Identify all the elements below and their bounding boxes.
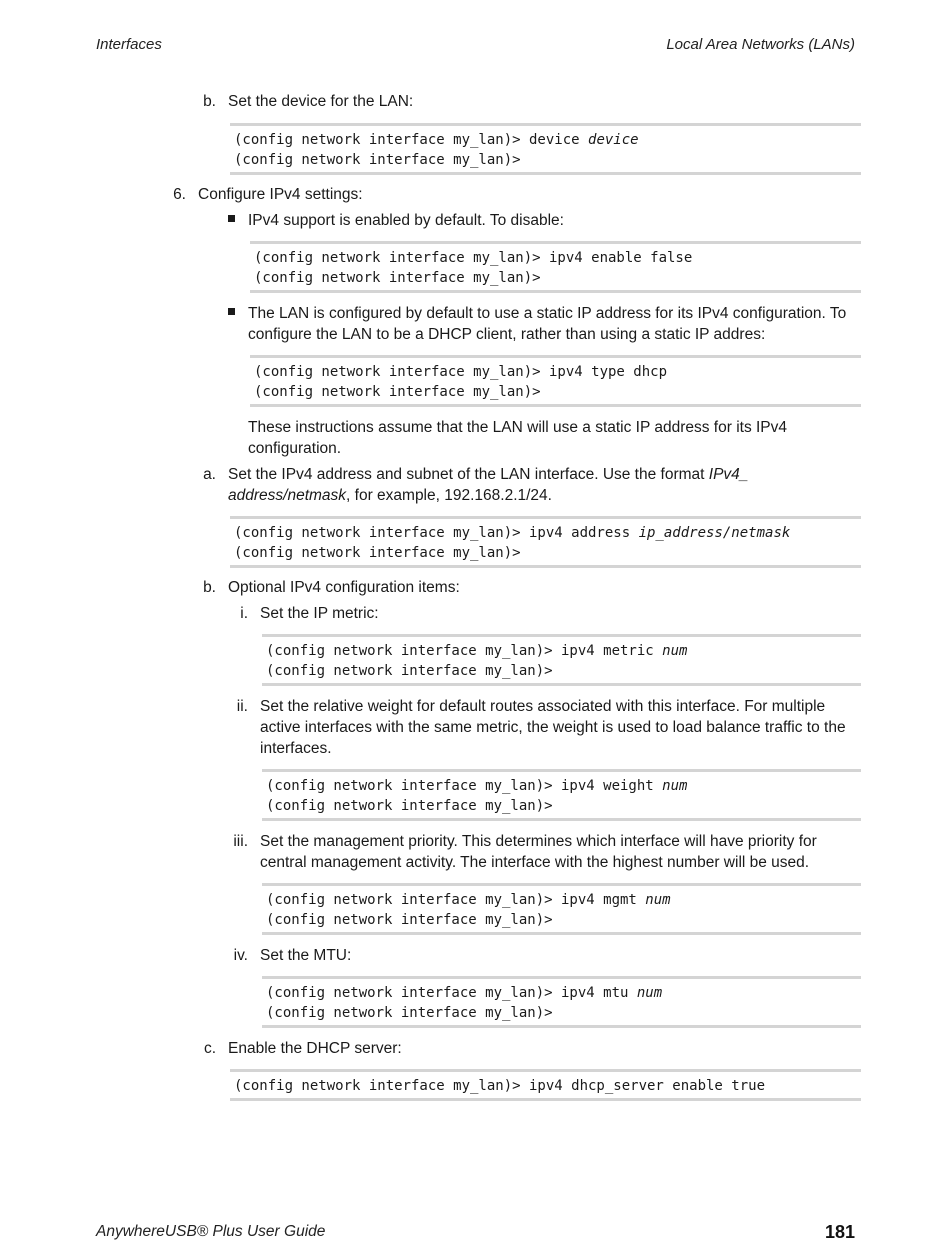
code-block-address bbox=[230, 516, 861, 568]
code-block-device bbox=[230, 123, 861, 175]
code-line: (config network interface my_lan)> ipv4 address ip_address/netmask bbox=[234, 525, 791, 541]
code-block-dhcp-server bbox=[230, 1069, 861, 1101]
note-line1: These instructions assume that the LAN will use a static IP address for its IPv4 bbox=[248, 419, 788, 436]
code-line: (config network interface my_lan)> ipv4 type dhcp bbox=[254, 364, 668, 380]
code-block-weight bbox=[262, 769, 861, 821]
code-line: (config network interface my_lan)> bbox=[254, 384, 541, 400]
code-line: (config network interface my_lan)> bbox=[266, 663, 553, 679]
code-line: (config network interface my_lan)> bbox=[266, 1005, 553, 1021]
item-iv-text: Set the MTU: bbox=[260, 947, 352, 964]
code-line: (config network interface my_lan)> ipv4 mtu num bbox=[266, 985, 663, 1001]
code-block-enable bbox=[250, 241, 861, 293]
item-iv-marker: iv. bbox=[233, 947, 248, 964]
code-line: (config network interface my_lan)> ipv4 dhcp_server enable true bbox=[234, 1078, 766, 1094]
note-line2: configuration. bbox=[248, 440, 342, 457]
step-b-marker: b. bbox=[203, 93, 216, 110]
item-iii-marker: iii. bbox=[233, 833, 248, 850]
step-c-text: Enable the DHCP server: bbox=[228, 1040, 402, 1057]
footer-guide-title: AnywhereUSB® Plus User Guide bbox=[96, 1223, 326, 1240]
header-section-title: Interfaces bbox=[96, 36, 162, 53]
item-i-marker: i. bbox=[240, 605, 248, 622]
step-a-line1: Set the IPv4 address and subnet of the LAN interface. Use the format IPv4_ bbox=[228, 466, 749, 483]
bullet-square-icon bbox=[228, 215, 235, 222]
code-line: (config network interface my_lan)> ipv4 mgmt num bbox=[266, 892, 671, 908]
step-b2-marker: b. bbox=[203, 579, 216, 596]
bullet-square-icon bbox=[228, 308, 235, 315]
code-line: (config network interface my_lan)> bbox=[234, 152, 521, 168]
item-ii-marker: ii. bbox=[236, 698, 248, 715]
header-chapter-title: Local Area Networks (LANs) bbox=[666, 36, 855, 53]
code-line: (config network interface my_lan)> device device bbox=[234, 132, 639, 148]
code-line: (config network interface my_lan)> bbox=[266, 798, 553, 814]
step-6-marker: 6. bbox=[173, 186, 186, 203]
code-block-dhcp bbox=[250, 355, 861, 407]
item-iii-line1: Set the management priority. This determines which interface will have priority for bbox=[260, 833, 817, 850]
code-line: (config network interface my_lan)> bbox=[254, 270, 541, 286]
item-iii-line2: central management activity. The interface with the highest number will be used. bbox=[260, 854, 810, 871]
item-i-text: Set the IP metric: bbox=[260, 605, 379, 622]
bullet-enable-text: IPv4 support is enabled by default. To disable: bbox=[248, 212, 564, 229]
step-b2-text: Optional IPv4 configuration items: bbox=[228, 579, 460, 596]
code-block-mtu bbox=[262, 976, 861, 1028]
item-ii-line2: active interfaces with the same metric, the weight is used to load balance traffic to the bbox=[260, 719, 846, 736]
step-6-text: Configure IPv4 settings: bbox=[198, 186, 363, 203]
bullet-dhcp-line1: The LAN is configured by default to use a static IP address for its IPv4 configuration. To bbox=[248, 305, 847, 322]
code-block-mgmt bbox=[262, 883, 861, 935]
step-b-text: Set the device for the LAN: bbox=[228, 93, 414, 110]
code-block-metric bbox=[262, 634, 861, 686]
bullet-dhcp-line2: configure the LAN to be a DHCP client, rather than using a static IP addres: bbox=[248, 326, 766, 343]
item-ii-line3: interfaces. bbox=[260, 740, 332, 757]
step-c-marker: c. bbox=[203, 1040, 216, 1057]
page-number: 181 bbox=[824, 1222, 855, 1242]
code-line: (config network interface my_lan)> bbox=[234, 545, 521, 561]
code-line: (config network interface my_lan)> ipv4 weight num bbox=[266, 778, 688, 794]
code-line: (config network interface my_lan)> ipv4 metric num bbox=[266, 643, 688, 659]
code-line: (config network interface my_lan)> bbox=[266, 912, 553, 928]
code-line: (config network interface my_lan)> ipv4 enable false bbox=[254, 250, 693, 266]
step-a-marker: a. bbox=[203, 466, 216, 483]
step-a-line2: address/netmask, for example, 192.168.2.1/24. bbox=[228, 487, 552, 504]
item-ii-line1: Set the relative weight for default routes associated with this interface. For multiple bbox=[260, 698, 826, 715]
